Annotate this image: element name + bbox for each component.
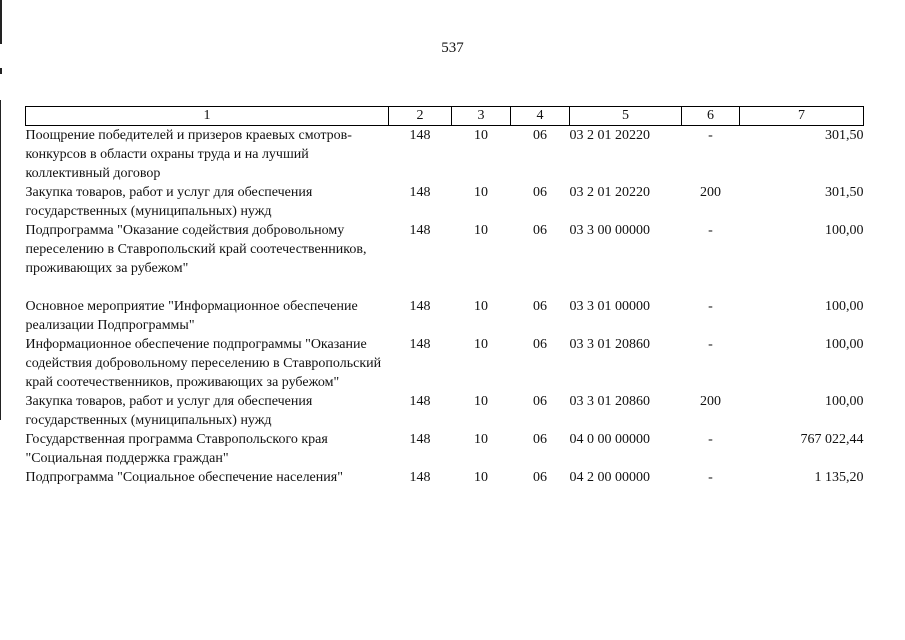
subsection-code: 06 <box>533 470 547 485</box>
column-header: 1 <box>26 107 389 126</box>
expense-type-code: 200 <box>700 185 721 200</box>
target-article-code: 03 2 01 20220 <box>569 185 650 200</box>
amount: 100,00 <box>825 299 864 314</box>
row-name: Подпрограмма "Социальное обеспечение населения" <box>25 470 343 485</box>
table-row <box>26 183 864 221</box>
section-code: 10 <box>474 337 488 352</box>
target-article-code: 04 2 00 00000 <box>569 470 650 485</box>
amount: 767 022,44 <box>800 432 864 447</box>
row-name: Подпрограмма "Оказание содействия добровольному переселению в Ставропольский край соотечественников, проживающих за рубежом" <box>25 223 367 276</box>
section-code: 10 <box>474 432 488 447</box>
target-article-code: 03 2 01 20220 <box>569 128 650 143</box>
table-row <box>26 297 864 335</box>
amount: 100,00 <box>825 223 864 238</box>
row-name: Закупка товаров, работ и услуг для обеспечения государственных (муниципальных) нужд <box>25 185 313 219</box>
page-number: 537 <box>441 40 464 56</box>
section-code: 10 <box>474 128 488 143</box>
table-row <box>26 126 864 184</box>
target-article-code: 03 3 01 20860 <box>569 394 650 409</box>
expense-type-code: - <box>708 299 713 314</box>
subsection-code: 06 <box>533 185 547 200</box>
column-header: 3 <box>452 107 511 126</box>
ministry-code: 148 <box>409 337 431 352</box>
target-article-code: 03 3 01 20860 <box>569 337 650 352</box>
row-name: Информационное обеспечение подпрограммы "Оказание содействия добровольному переселению в Ставропольский край соотечественников, проживающих за рубежом" <box>25 337 382 390</box>
table-row <box>26 430 864 468</box>
table-row <box>26 468 864 487</box>
target-article-code: 03 3 00 00000 <box>569 223 650 238</box>
row-name: Закупка товаров, работ и услуг для обеспечения государственных (муниципальных) нужд <box>25 394 313 428</box>
subsection-code: 06 <box>533 223 547 238</box>
table-row <box>26 221 864 297</box>
target-article-code: 03 3 01 00000 <box>569 299 650 314</box>
amount: 100,00 <box>825 394 864 409</box>
row-name: Поощрение победителей и призеров краевых смотров-конкурсов в области охраны труда и на лучший коллективный договор <box>25 128 352 181</box>
table-row <box>26 392 864 430</box>
section-code: 10 <box>474 394 488 409</box>
subsection-code: 06 <box>533 128 547 143</box>
subsection-code: 06 <box>533 394 547 409</box>
expense-type-code: - <box>708 337 713 352</box>
amount: 100,00 <box>825 337 864 352</box>
section-code: 10 <box>474 299 488 314</box>
subsection-code: 06 <box>533 337 547 352</box>
ministry-code: 148 <box>409 185 431 200</box>
column-header: 5 <box>570 107 682 126</box>
column-header: 7 <box>740 107 864 126</box>
expense-type-code: 200 <box>700 394 721 409</box>
ministry-code: 148 <box>409 432 431 447</box>
amount: 301,50 <box>825 128 864 143</box>
header-row <box>26 107 864 126</box>
budget-table <box>25 106 864 487</box>
ministry-code: 148 <box>409 223 431 238</box>
expense-type-code: - <box>708 432 713 447</box>
section-code: 10 <box>474 185 488 200</box>
amount: 1 135,20 <box>814 470 864 485</box>
row-name: Государственная программа Ставропольского края "Социальная поддержка граждан" <box>25 432 328 466</box>
table-row <box>26 335 864 392</box>
ministry-code: 148 <box>409 470 431 485</box>
margin-mark <box>0 100 1 420</box>
column-header: 2 <box>389 107 452 126</box>
expense-type-code: - <box>708 223 713 238</box>
row-name: Основное мероприятие "Информационное обеспечение реализации Подпрограммы" <box>25 299 358 333</box>
subsection-code: 06 <box>533 432 547 447</box>
expense-type-code: - <box>708 128 713 143</box>
expense-type-code: - <box>708 470 713 485</box>
subsection-code: 06 <box>533 299 547 314</box>
section-code: 10 <box>474 470 488 485</box>
margin-mark <box>0 0 2 44</box>
column-header: 4 <box>511 107 570 126</box>
target-article-code: 04 0 00 00000 <box>569 432 650 447</box>
ministry-code: 148 <box>409 394 431 409</box>
ministry-code: 148 <box>409 128 431 143</box>
column-header: 6 <box>682 107 740 126</box>
amount: 301,50 <box>825 185 864 200</box>
ministry-code: 148 <box>409 299 431 314</box>
margin-mark <box>0 68 2 74</box>
section-code: 10 <box>474 223 488 238</box>
